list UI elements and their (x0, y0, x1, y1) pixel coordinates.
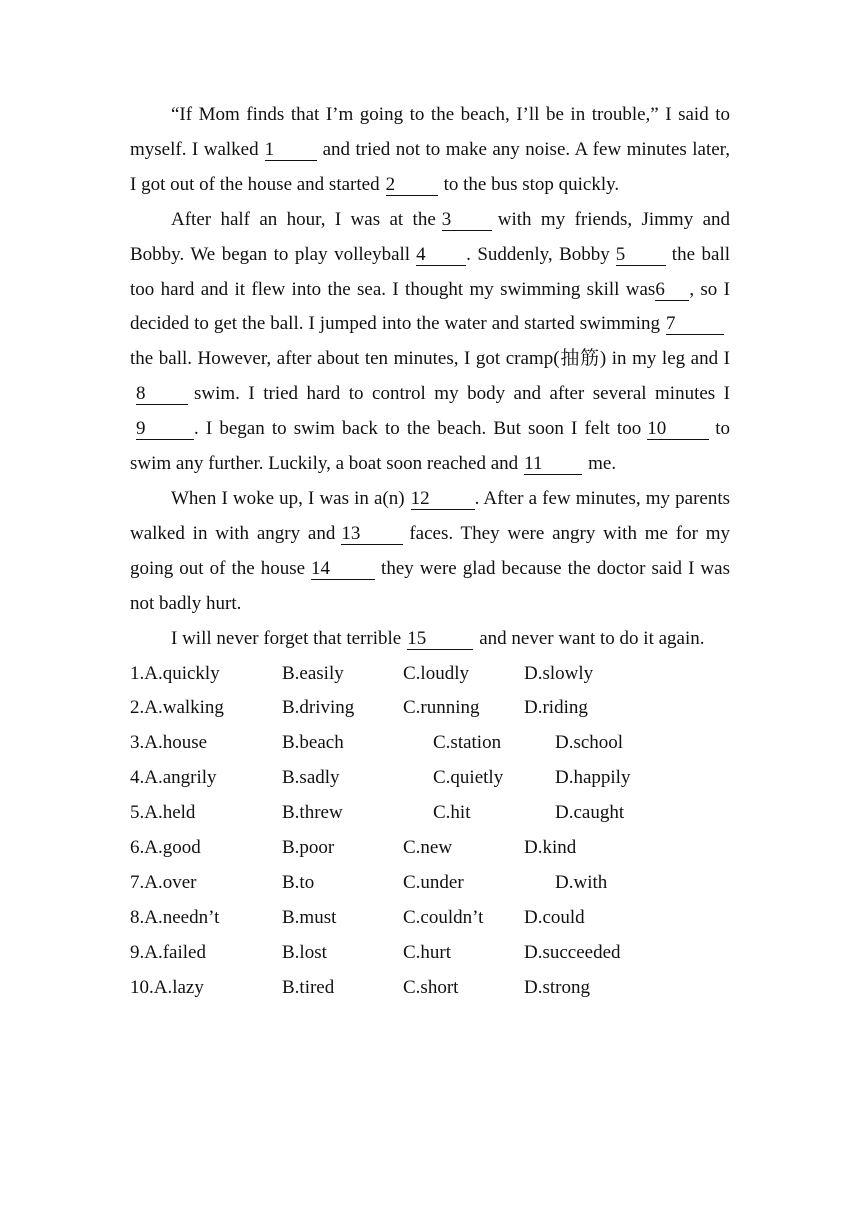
passage-text: . Suddenly, Bobby (466, 243, 610, 265)
option-d: D.with (555, 871, 608, 893)
passage-text: , so I decided to get the ball. I jumped into the water and started swimming (130, 278, 730, 335)
passage-paragraph-2 (130, 203, 730, 482)
passage-text: to the bus stop quickly. (443, 173, 620, 195)
option-b: B.beach (282, 732, 344, 754)
option-c: C.couldn’t (403, 906, 484, 928)
blank-11: 11 (524, 454, 582, 475)
blank-14: 14 (311, 559, 375, 580)
blank-2: 2 (386, 175, 438, 196)
option-c: C.new (403, 836, 453, 858)
passage-text: and never want to do it again. (479, 627, 705, 649)
passage-text: the ball too hard and it flew into the sea. I thought my swimming skill was (130, 243, 731, 300)
passage-text: faces. They were angry with me for my going out of the house (130, 522, 730, 579)
blank-4: 4 (416, 245, 466, 266)
option-d: D.succeeded (524, 941, 621, 963)
question-row (130, 866, 730, 901)
blank-12: 12 (411, 489, 475, 510)
option-d: D.caught (555, 802, 625, 824)
option-b: B.tired (282, 976, 335, 998)
passage-text: When I woke up, I was in a(n) (171, 487, 405, 509)
blank-10: 10 (647, 419, 709, 440)
option-d: D.slowly (524, 662, 594, 684)
question-row (130, 971, 730, 1006)
option-c: C.hit (433, 802, 471, 824)
option-b: B.lost (282, 941, 327, 963)
passage-text: “If Mom finds that I’m going to the beach, I’ll be in trouble,” I said to myself. I walked (130, 104, 730, 160)
option-a: 2.A.walking (130, 697, 224, 719)
option-a: 1.A.quickly (130, 662, 220, 684)
passage-text: I will never forget that terrible (171, 627, 402, 649)
answer-options (130, 657, 730, 1006)
question-row (130, 796, 730, 831)
document-page (130, 98, 730, 1005)
option-d: D.riding (524, 697, 588, 719)
passage-paragraph-1 (130, 98, 730, 203)
option-b: B.sadly (282, 767, 340, 789)
option-d: D.strong (524, 976, 590, 998)
option-c: C.under (403, 871, 464, 893)
option-c: C.loudly (403, 662, 469, 684)
option-c: C.running (403, 697, 480, 719)
option-a: 6.A.good (130, 836, 201, 858)
blank-3: 3 (442, 210, 492, 231)
blank-6: 6 (655, 280, 689, 301)
blank-8: 8 (136, 384, 188, 405)
blank-1: 1 (265, 140, 317, 161)
question-row (130, 831, 730, 866)
option-a: 5.A.held (130, 802, 196, 824)
blank-15: 15 (407, 629, 473, 650)
option-d: D.school (555, 732, 624, 754)
question-row (130, 691, 730, 726)
question-row (130, 761, 730, 796)
option-c: C.station (433, 732, 502, 754)
option-b: B.driving (282, 697, 355, 719)
option-a: 9.A.failed (130, 941, 206, 963)
passage-text: After half an hour, I was at the (171, 208, 436, 230)
option-d: D.kind (524, 836, 577, 858)
option-c: C.quietly (433, 767, 504, 789)
passage-text: me. (588, 453, 617, 475)
question-row (130, 901, 730, 936)
passage-text: with my friends, Jimmy and Bobby. We began to play volleyball (130, 208, 730, 265)
option-b: B.must (282, 906, 337, 928)
question-row (130, 657, 730, 692)
option-b: B.poor (282, 836, 335, 858)
passage-text: . After a few minutes, my parents walked in with angry and (130, 487, 730, 544)
option-b: B.to (282, 871, 315, 893)
blank-5: 5 (616, 245, 666, 266)
option-c: C.hurt (403, 941, 452, 963)
blank-9: 9 (136, 419, 194, 440)
blank-7: 7 (666, 314, 724, 335)
passage-paragraph-4 (130, 622, 730, 657)
passage-text: the ball. However, after about ten minutes, I got cramp(抽筋) in my leg and I (130, 348, 730, 370)
passage-text: swim. I tried hard to control my body and after several minutes I (194, 383, 730, 405)
passage-text: to swim any further. Luckily, a boat soon reached and (130, 418, 730, 475)
option-a: 10.A.lazy (130, 976, 204, 998)
option-d: D.could (524, 906, 585, 928)
option-a: 8.A.needn’t (130, 906, 220, 928)
option-b: B.easily (282, 662, 344, 684)
option-a: 3.A.house (130, 732, 208, 754)
passage-text: and tried not to make any noise. A few minutes later, I got out of the house and started (130, 138, 730, 195)
question-row (130, 726, 730, 761)
option-a: 7.A.over (130, 871, 197, 893)
option-c: C.short (403, 976, 459, 998)
blank-13: 13 (341, 524, 403, 545)
option-b: B.threw (282, 802, 343, 824)
passage-text: they were glad because the doctor said I was not badly hurt. (130, 557, 730, 614)
option-a: 4.A.angrily (130, 767, 217, 789)
question-row (130, 936, 730, 971)
passage-paragraph-3 (130, 482, 730, 622)
option-d: D.happily (555, 767, 631, 789)
passage-text: . I began to swim back to the beach. But soon I felt too (194, 418, 642, 440)
